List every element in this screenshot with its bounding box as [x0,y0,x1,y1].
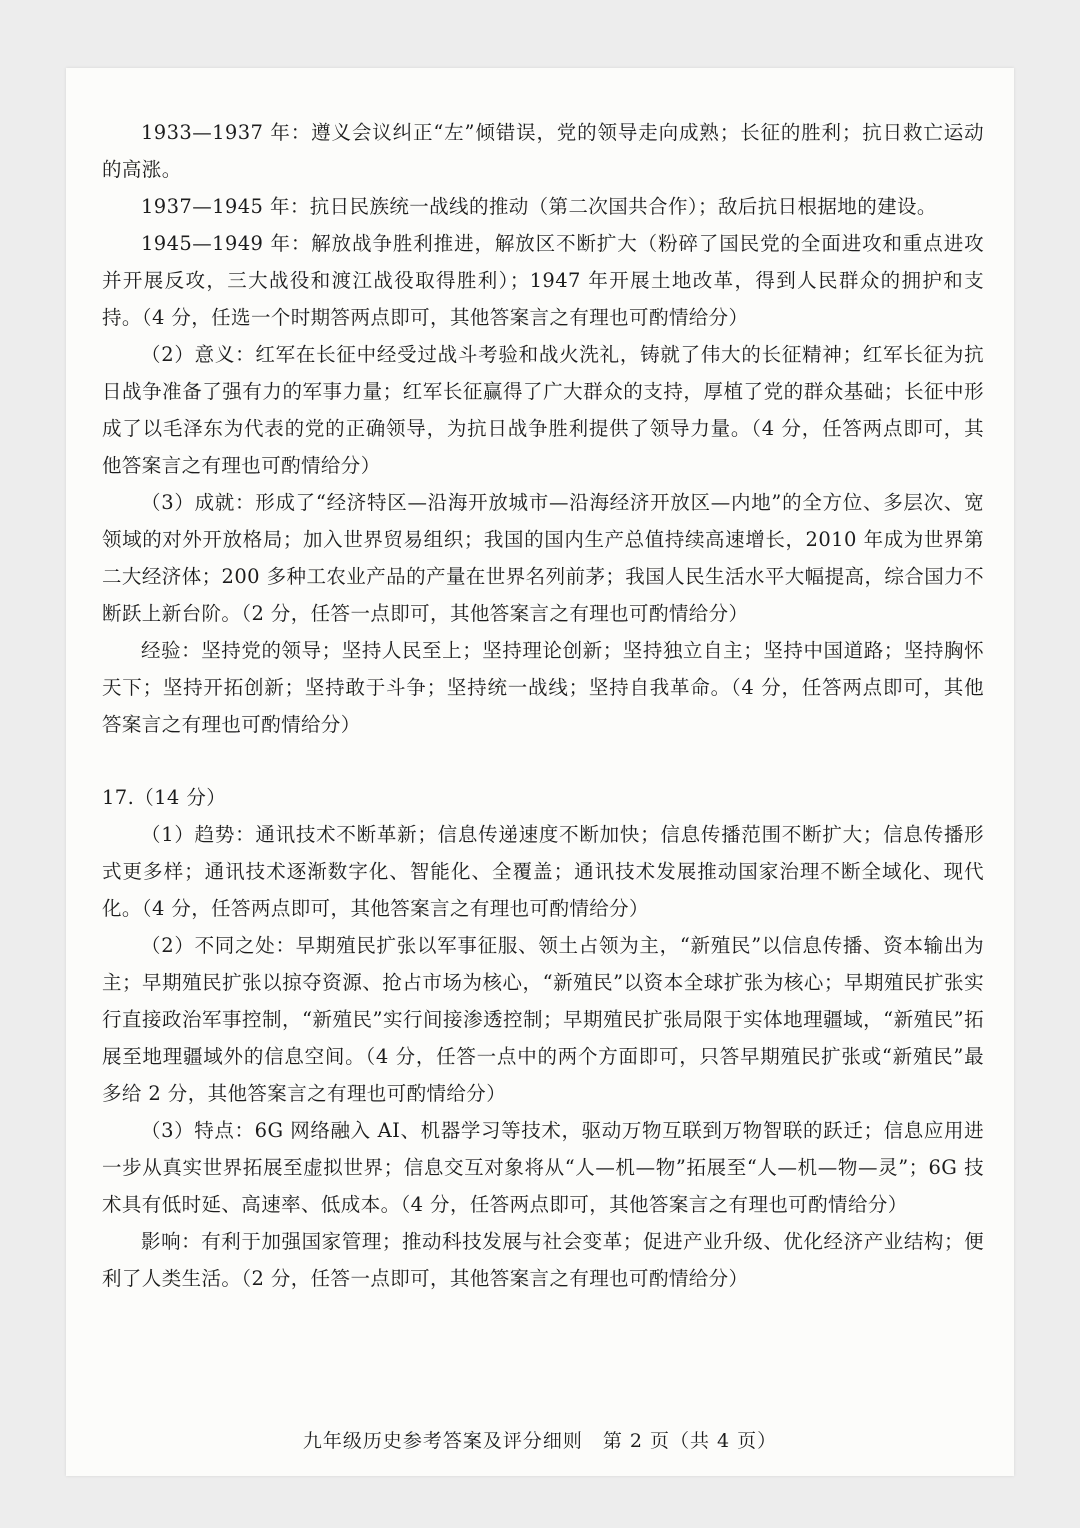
document-page [66,68,1014,1476]
answer-17-3-impact: 影响：有利于加强国家管理；推动科技发展与社会变革；促进产业升级、优化经济产业结构；便利了人类生活。（2 分，任答一点即可，其他答案言之有理也可酌情给分） [102,1230,984,1290]
answer-16-3-experience: 经验：坚持党的领导；坚持人民至上；坚持理论创新；坚持独立自主；坚持中国道路；坚持胸怀天下；坚持开拓创新；坚持敢于斗争；坚持统一战线；坚持自我革命。（4 分，任答两点即可，其他答案言之有理也可酌情给分） [102,639,984,736]
answer-16-3-achievements: （3）成就：形成了“经济特区—沿海开放城市—沿海经济开放区—内地”的全方位、多层次、宽领域的对外开放格局；加入世界贸易组织；我国的国内生产总值持续高速增长，2010 年成为世界第二大经济体；200 多种工农业产品的产量在世界名列前茅；我国人民生活水平大幅提高，综合国力不断跃上新台阶。（2 分，任答一点即可，其他答案言之有理也可酌情给分） [102,491,984,625]
answer-content [102,114,984,1297]
answer-17-2-differences: （2）不同之处：早期殖民扩张以军事征服、领土占领为主，“新殖民”以信息传播、资本输出为主；早期殖民扩张以掠夺资源、抢占市场为核心，“新殖民”以资本全球扩张为核心；早期殖民扩张实行直接政治军事控制，“新殖民”实行间接渗透控制；早期殖民扩张局限于实体地理疆域，“新殖民”拓展至地理疆域外的信息空间。（4 分，任答一点中的两个方面即可，只答早期殖民扩张或“新殖民”最多给 2 分，其他答案言之有理也可酌情给分） [102,934,984,1105]
answer-16-2-significance: （2）意义：红军在长征中经受过战斗考验和战火洗礼，铸就了伟大的长征精神；红军长征为抗日战争准备了强有力的军事力量；红军长征赢得了广大群众的支持，厚植了党的群众基础；长征中形成了以毛泽东为代表的党的正确领导，为抗日战争胜利提供了领导力量。（4 分，任答两点即可，其他答案言之有理也可酌情给分） [102,343,984,477]
page-footer: 九年级历史参考答案及评分细则 第 2 页（共 4 页） [302,1430,778,1452]
period-1937-1945: 1937—1945 年：抗日民族统一战线的推动（第二次国共合作）；敌后抗日根据地的建设。 [141,195,937,218]
period-1945-1949: 1945—1949 年：解放战争胜利推进，解放区不断扩大（粉碎了国民党的全面进攻和重点进攻并开展反攻，三大战役和渡江战役取得胜利）；1947 年开展土地改革，得到人民群众的拥护和支持。（4 分，任选一个时期答两点即可，其他答案言之有理也可酌情给分） [102,232,984,329]
answer-17-3-features: （3）特点：6G 网络融入 AI、机器学习等技术，驱动万物互联到万物智联的跃迁；信息应用进一步从真实世界拓展至虚拟世界；信息交互对象将从“人—机—物”拓展至“人—机—物—灵”；6G 技术具有低时延、高速率、低成本。（4 分，任答两点即可，其他答案言之有理也可酌情给分） [102,1119,984,1216]
question-17-header: 17.（14 分） [102,786,227,809]
period-1933-1937: 1933—1937 年：遵义会议纠正“左”倾错误，党的领导走向成熟；长征的胜利；抗日救亡运动的高涨。 [102,121,984,181]
answer-17-1-trend: （1）趋势：通讯技术不断革新；信息传递速度不断加快；信息传播范围不断扩大；信息传播形式更多样；通讯技术逐渐数字化、智能化、全覆盖；通讯技术发展推动国家治理不断全域化、现代化。（4 分，任答两点即可，其他答案言之有理也可酌情给分） [102,823,984,920]
